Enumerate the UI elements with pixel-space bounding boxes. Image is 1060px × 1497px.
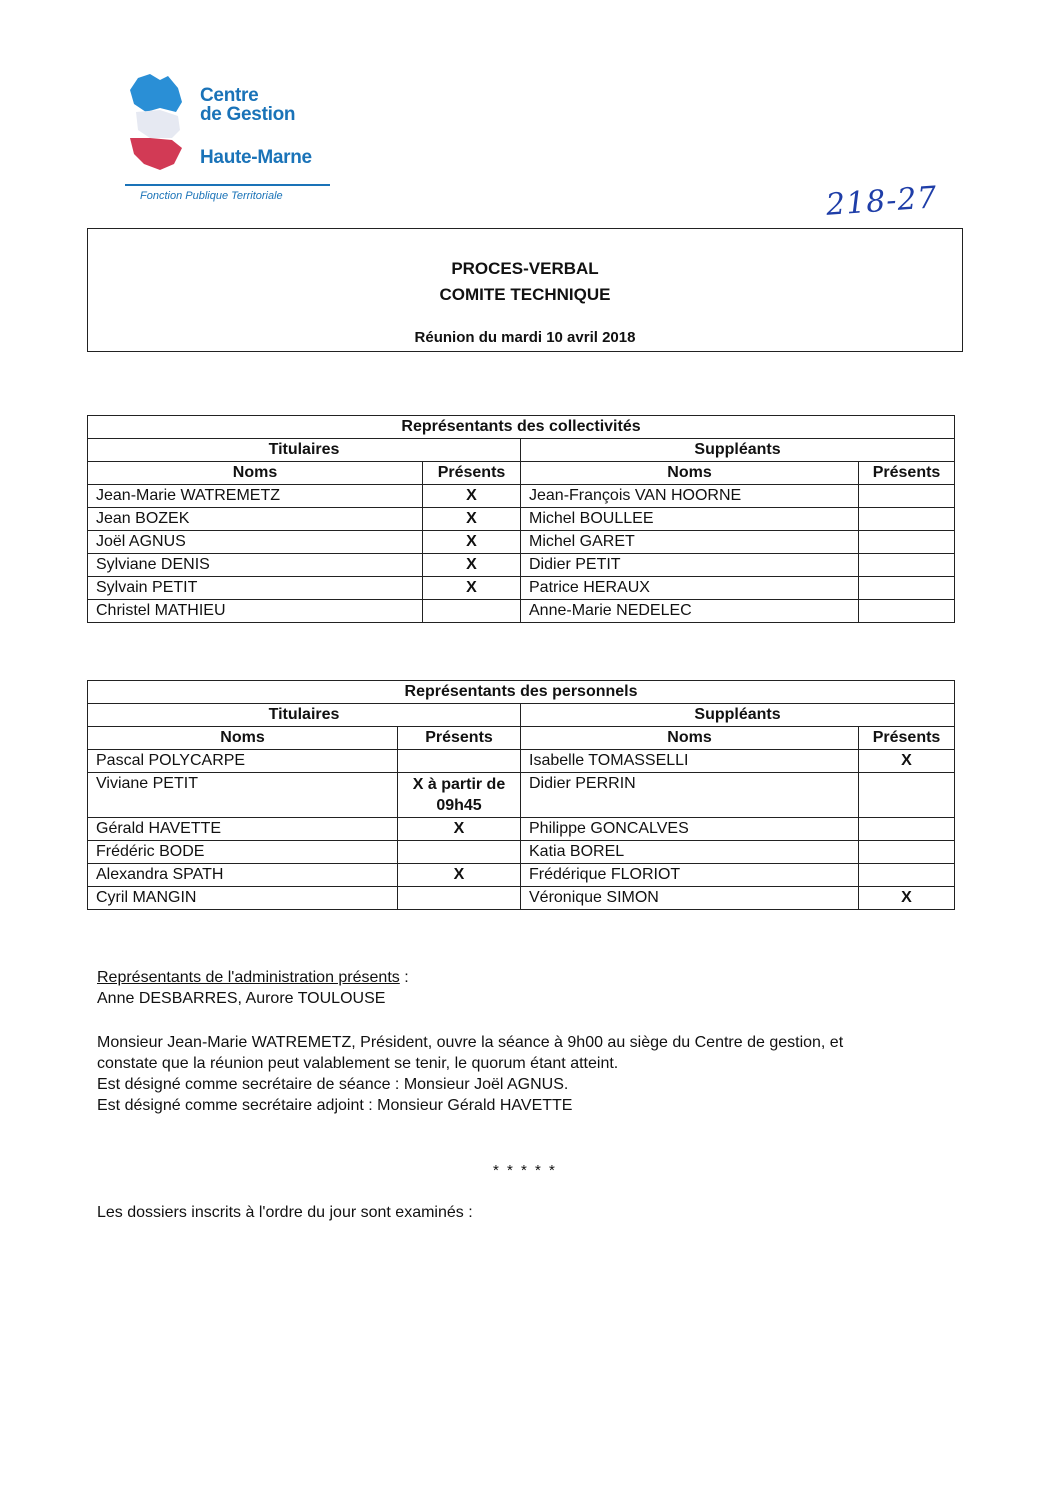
logo-line-2: de Gestion [200,104,296,125]
titulaire-name: Joël AGNUS [88,531,423,554]
table-row [88,600,955,623]
meeting-date: Réunion du mardi 10 avril 2018 [414,329,636,346]
table-row [88,773,955,818]
titulaire-name: Cyril MANGIN [88,887,398,910]
suppleant-name: Katia BOREL [521,841,859,864]
suppleant-name: Frédérique FLORIOT [521,864,859,887]
suppleant-name: Didier PERRIN [521,773,859,818]
suppleant-present [859,531,955,554]
titulaire-name: Christel MATHIEU [88,600,423,623]
logo-line-1: Centre [200,85,259,106]
collectivites-table [87,415,955,623]
table-row [88,887,955,910]
col-presents: Présents [398,727,521,750]
col-presents: Présents [859,462,955,485]
table-row [88,531,955,554]
document-title: PROCES-VERBAL [451,259,599,278]
suppleants-header: Suppléants [521,439,955,462]
suppleant-name: Didier PETIT [521,554,859,577]
titulaire-present: X [423,508,521,531]
suppleant-present [859,554,955,577]
titulaire-name: Gérald HAVETTE [88,818,398,841]
titulaire-present [423,600,521,623]
table-title: Représentants des collectivités [88,416,955,439]
col-noms: Noms [521,727,859,750]
titulaire-present: X [423,531,521,554]
suppleant-name: Philippe GONCALVES [521,818,859,841]
suppleant-present [859,508,955,531]
titulaire-present: X [398,864,521,887]
titulaire-present [398,773,521,818]
separator: * * * * * [493,1162,557,1179]
titulaires-header: Titulaires [88,439,521,462]
opening-paragraph-line-1: Monsieur Jean-Marie WATREMETZ, Président, ouvre la séance à 9h00 au siège du Centre de gestion, et [97,1034,844,1051]
suppleant-present: X [859,750,955,773]
table-row [88,485,955,508]
titulaire-name: Jean-Marie WATREMETZ [88,485,423,508]
titulaire-present [398,887,521,910]
table-row [88,577,955,600]
table-row [88,508,955,531]
suppleant-name: Isabelle TOMASSELLI [521,750,859,773]
document-subtitle: COMITE TECHNIQUE [439,285,611,304]
col-noms: Noms [88,727,398,750]
personnels-table [87,680,955,910]
haute-marne-map-icon [120,68,200,178]
suppleants-header: Suppléants [521,704,955,727]
titulaire-present [398,841,521,864]
admin-heading [97,967,409,988]
titulaire-name: Viviane PETIT [88,773,398,818]
suppleant-present [859,818,955,841]
col-noms: Noms [521,462,859,485]
logo-tagline: Fonction Publique Territoriale [140,190,283,202]
table-row [88,818,955,841]
titulaire-present: X [398,818,521,841]
suppleant-name: Jean-François VAN HOORNE [521,485,859,508]
suppleant-present [859,773,955,818]
secretary-line: Est désigné comme secrétaire de séance : Monsieur Joël AGNUS. [97,1076,569,1093]
logo [120,68,335,208]
logo-line-3: Haute-Marne [200,147,312,168]
suppleant-name: Véronique SIMON [521,887,859,910]
suppleant-present [859,485,955,508]
table-row [88,841,955,864]
suppleant-name: Michel BOULLEE [521,508,859,531]
table-title: Représentants des personnels [88,681,955,704]
title-box [87,228,963,352]
table-row [88,554,955,577]
present-note-line-2: 09h45 [436,797,482,814]
table-row [88,750,955,773]
handwritten-reference: 218-27 [824,180,939,223]
titulaire-name: Frédéric BODE [88,841,398,864]
logo-rule [125,184,330,186]
suppleant-present [859,600,955,623]
suppleant-name: Patrice HERAUX [521,577,859,600]
agenda-intro: Les dossiers inscrits à l'ordre du jour sont examinés : [97,1204,473,1221]
col-presents: Présents [423,462,521,485]
col-presents: Présents [859,727,955,750]
admin-names: Anne DESBARRES, Aurore TOULOUSE [97,990,386,1007]
suppleant-present [859,577,955,600]
suppleant-present [859,864,955,887]
suppleant-name: Anne-Marie NEDELEC [521,600,859,623]
suppleant-present: X [859,887,955,910]
opening-paragraph-line-2: constate que la réunion peut valablement se tenir, le quorum étant atteint. [97,1055,619,1072]
titulaire-name: Jean BOZEK [88,508,423,531]
suppleant-name: Michel GARET [521,531,859,554]
suppleant-present [859,841,955,864]
admin-colon: : [399,969,409,986]
titulaire-present: X [423,577,521,600]
titulaires-header: Titulaires [88,704,521,727]
col-noms: Noms [88,462,423,485]
table-row [88,864,955,887]
titulaire-present: X [423,554,521,577]
titulaire-name: Pascal POLYCARPE [88,750,398,773]
titulaire-name: Alexandra SPATH [88,864,398,887]
deputy-secretary-line: Est désigné comme secrétaire adjoint : Monsieur Gérald HAVETTE [97,1097,573,1114]
titulaire-name: Sylviane DENIS [88,554,423,577]
present-note-line-1: X à partir de [412,776,506,793]
admin-label: Représentants de l'administration présents [97,969,400,986]
titulaire-present: X [423,485,521,508]
titulaire-name: Sylvain PETIT [88,577,423,600]
titulaire-present [398,750,521,773]
